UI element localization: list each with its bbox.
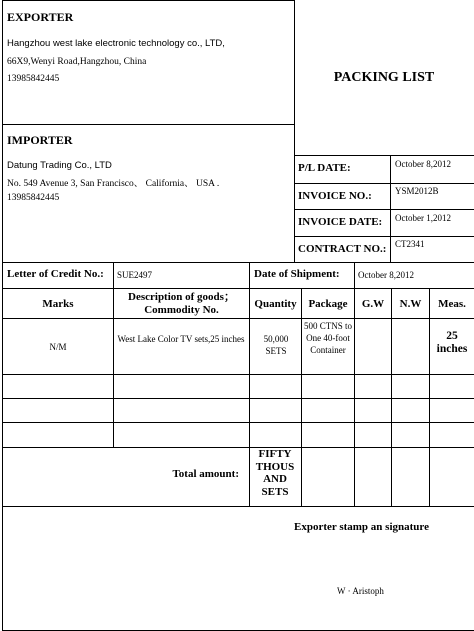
- total-value: FIFTY THOUS AND SETS: [255, 448, 295, 498]
- header-quantity: Quantity: [254, 297, 297, 310]
- packing-list-document: [2, 0, 474, 631]
- invoice-date-value: October 1,2012: [395, 213, 451, 223]
- document-title: PACKING LIST: [333, 70, 435, 85]
- item-meas: 25 inches: [436, 330, 468, 355]
- item-nw: [392, 319, 429, 374]
- ref-value-divider: [390, 155, 391, 262]
- row-rule-4: [3, 447, 474, 448]
- invoice-no-label: INVOICE NO.:: [298, 190, 372, 202]
- header-marks: Marks: [42, 297, 74, 310]
- header-description: Description of goods； Commodity No.: [128, 290, 235, 316]
- item-gw: [355, 319, 391, 374]
- ref-rule-4: [294, 236, 474, 237]
- ref-rule-2: [294, 183, 474, 184]
- item-description: West Lake Color TV sets,25 inches: [117, 334, 245, 344]
- contract-no-label: CONTRACT NO.:: [298, 243, 387, 255]
- importer-address: No. 549 Avenue 3, San Francisco、 California、 USA .: [7, 179, 220, 189]
- credit-value: SUE2497: [117, 270, 153, 280]
- exporter-company: Hangzhou west lake electronic technology co., LTD,: [7, 38, 225, 49]
- importer-company: Datung Trading Co., LTD: [7, 160, 112, 171]
- ref-rule-1: [294, 155, 474, 156]
- contract-no-value: CT2341: [395, 239, 425, 249]
- header-divider: [294, 0, 295, 262]
- signature: W · Aristoph: [337, 586, 384, 596]
- col-divider-qty: [301, 288, 302, 506]
- invoice-no-value: YSM2012B: [395, 186, 439, 196]
- col-divider-nw: [429, 288, 430, 506]
- item-marks: N/M: [49, 341, 67, 352]
- credit-top-rule: [3, 262, 474, 263]
- importer-phone: 13985842445: [7, 193, 60, 203]
- shipment-value-divider: [354, 262, 355, 288]
- exporter-address: 66X9,Wenyi Road,Hangzhou, China: [7, 57, 147, 67]
- pl-date-label: P/L DATE:: [298, 162, 351, 174]
- importer-heading: IMPORTER: [7, 133, 73, 147]
- row-rule-1: [3, 374, 474, 375]
- total-label: Total amount:: [172, 468, 239, 480]
- ref-rule-3: [294, 209, 474, 210]
- exporter-phone: 13985842445: [7, 74, 60, 84]
- header-nw: N.W: [399, 297, 422, 310]
- item-quantity: 50,000 SETS: [263, 334, 289, 356]
- invoice-date-label: INVOICE DATE:: [298, 216, 383, 228]
- stamp-label: Exporter stamp an signature: [294, 521, 429, 533]
- exporter-heading: EXPORTER: [7, 10, 74, 24]
- header-meas: Meas.: [438, 297, 466, 310]
- header-gw: G.W: [361, 297, 385, 310]
- total-bottom-rule: [3, 506, 474, 507]
- row-rule-3: [3, 422, 474, 423]
- pl-date-value: October 8,2012: [395, 159, 451, 169]
- shipment-label: Date of Shipment:: [254, 268, 340, 280]
- row-rule-2: [3, 398, 474, 399]
- shipment-value: October 8,2012: [358, 270, 414, 280]
- credit-label: Letter of Credit No.:: [7, 268, 104, 280]
- top-border-left: [3, 0, 294, 1]
- item-package: 500 CTNS to One 40-foot Container: [304, 321, 353, 355]
- exporter-bottom-rule: [3, 124, 294, 125]
- header-package: Package: [308, 297, 348, 310]
